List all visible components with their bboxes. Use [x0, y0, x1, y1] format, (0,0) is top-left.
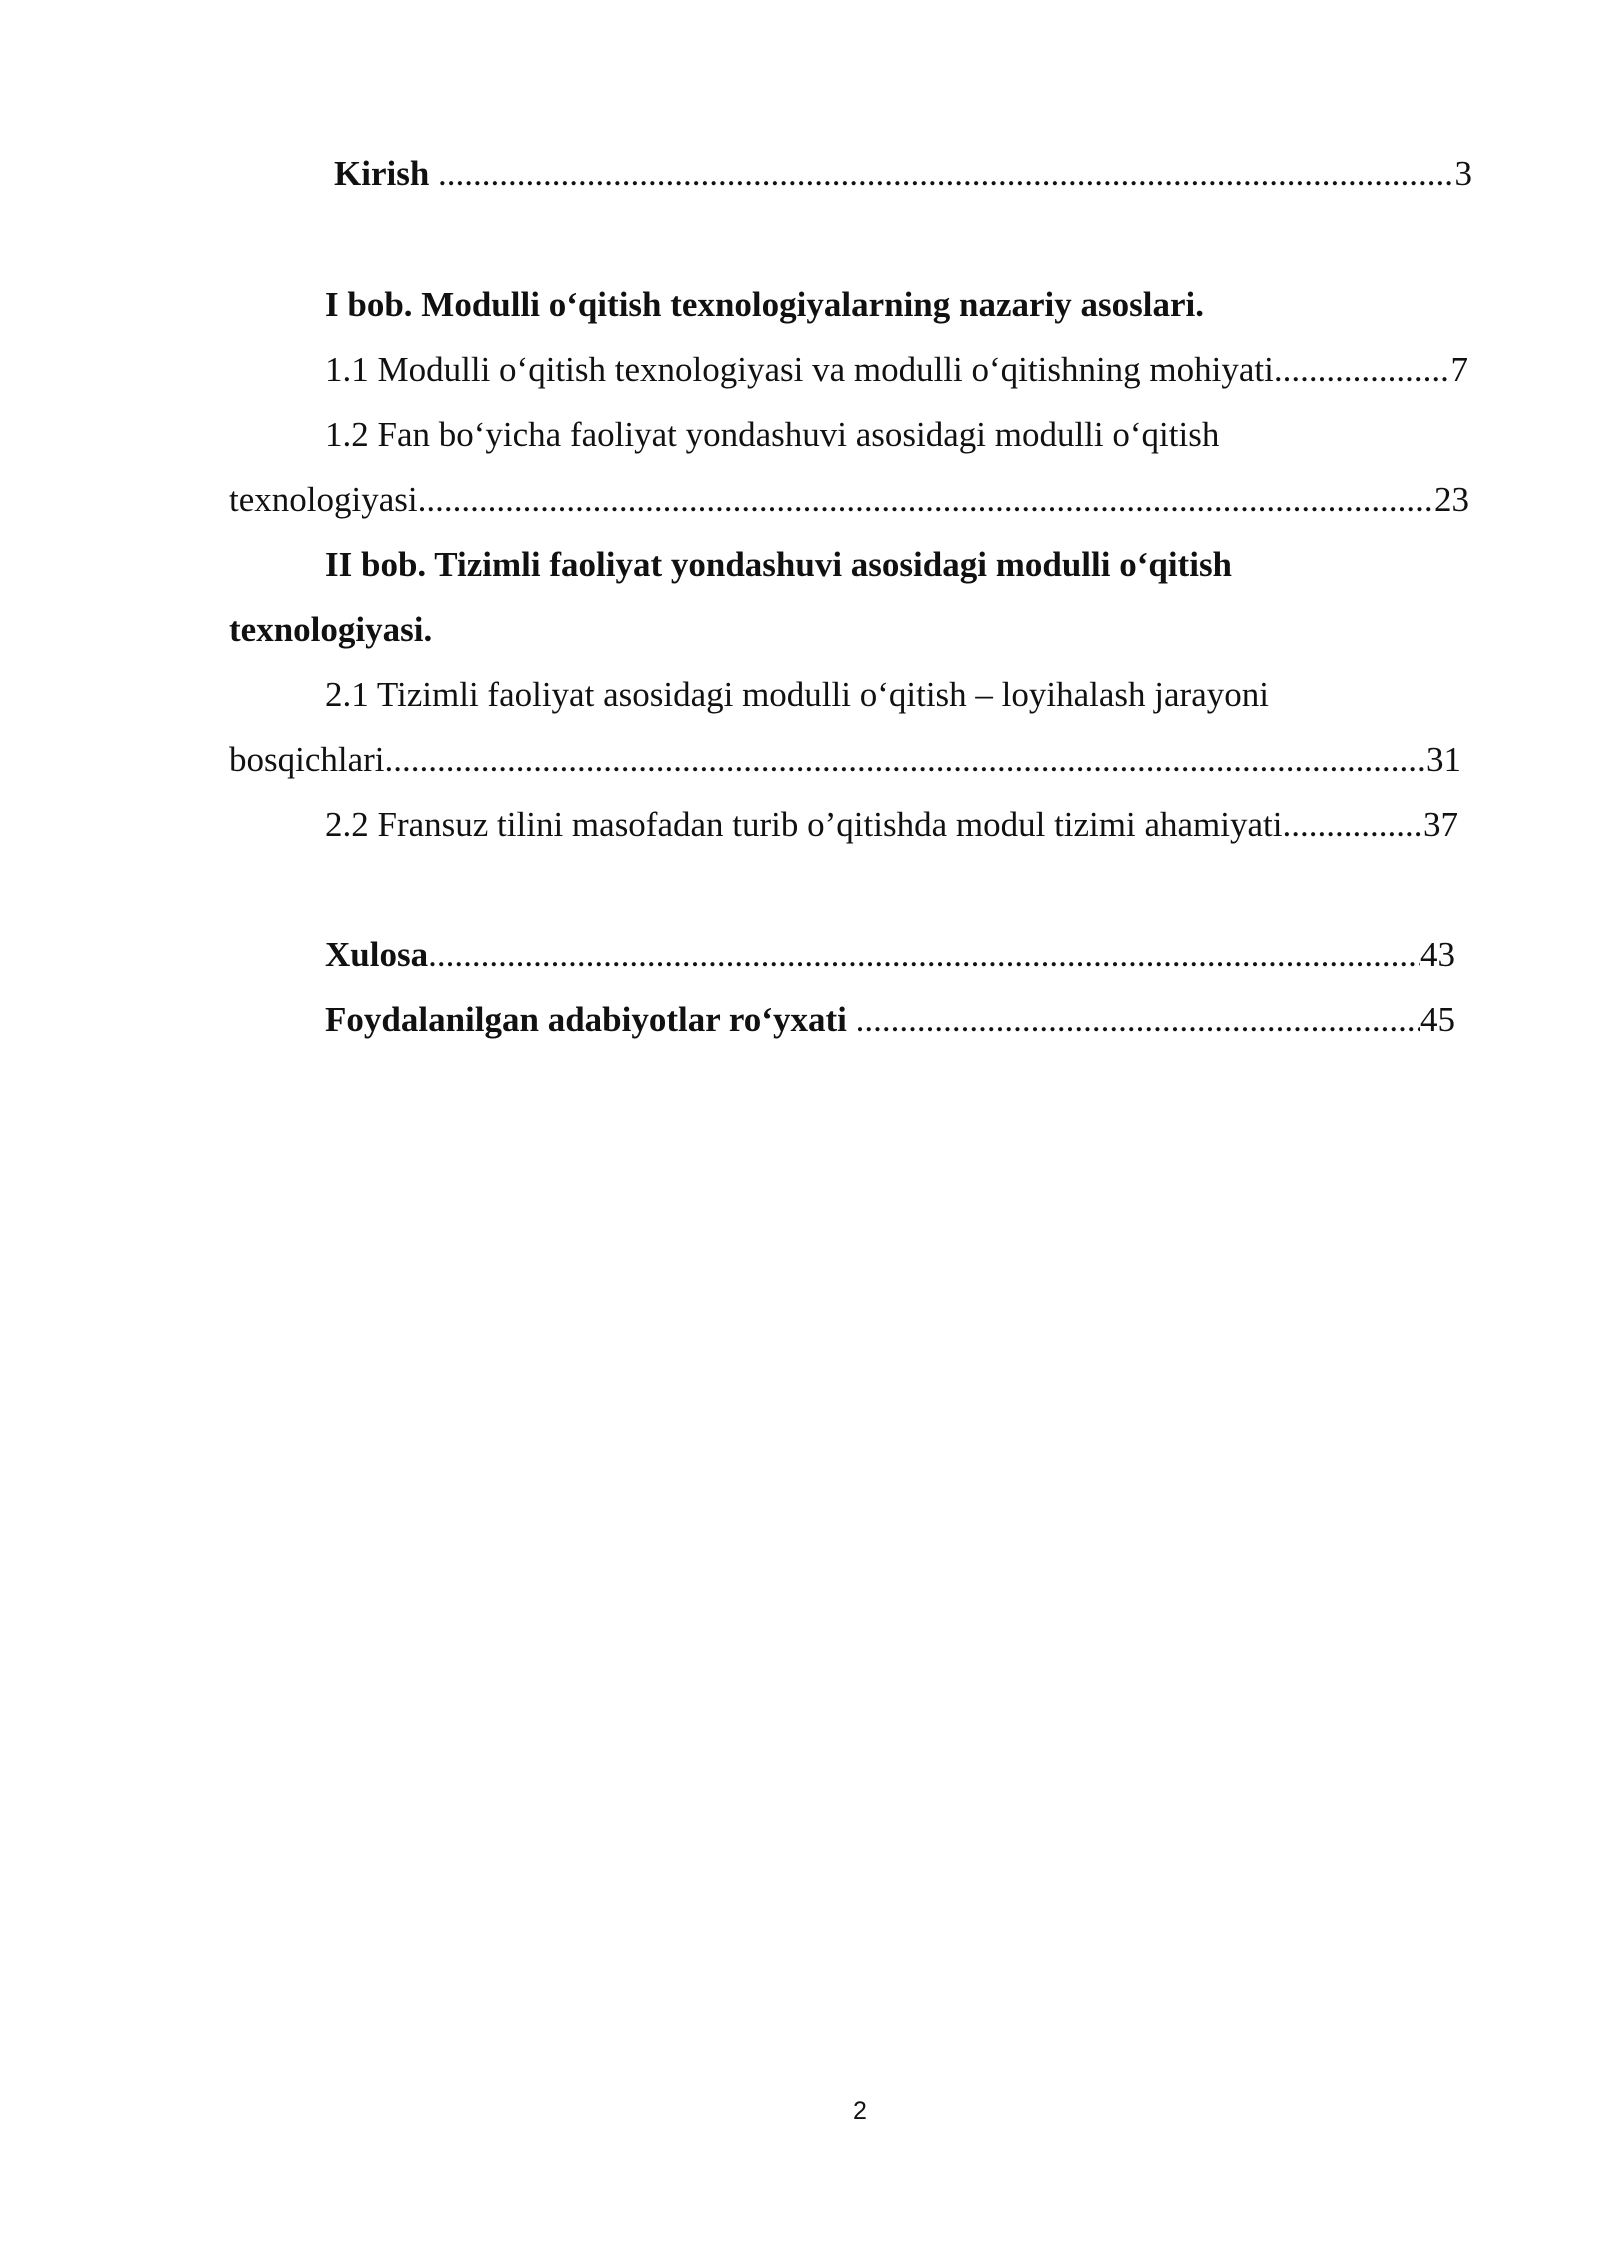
- toc-entry-section-2-1-line1: 2.1 Tizimli faoliyat asosidagi modulli o‘qitish – loyihalash jarayoni: [325, 675, 1269, 714]
- toc-entry-section-1-2: [229, 480, 1469, 520]
- toc-leader-dots: [428, 935, 1420, 975]
- toc-entry-label: Foydalanilgan adabiyotlar ro‘yxati: [325, 1000, 856, 1039]
- toc-entry-intro: [334, 154, 1472, 194]
- toc-chapter-2-title-line1: II bob. Tizimli faoliyat yondashuvi asosidagi modulli o‘qitish: [325, 545, 1233, 584]
- toc-entry-references: [325, 1000, 1455, 1040]
- toc-entry-label: Xulosa: [325, 935, 429, 974]
- toc-entry-conclusion: [325, 935, 1455, 975]
- toc-entry-label: Kirish: [334, 154, 430, 193]
- toc-page-number: 45: [1420, 1000, 1455, 1039]
- toc-leader-dots: [393, 740, 1426, 780]
- toc-entry-section-1-2-line1: 1.2 Fan bo‘yicha faoliyat yondashuvi asosidagi modulli o‘qitish: [325, 415, 1220, 454]
- toc-leader-dots: [438, 154, 1454, 194]
- toc-entry-label: texnologiyasi: [229, 480, 418, 519]
- page-number: 2: [853, 2097, 867, 2125]
- toc-leader-dots: [856, 1000, 1420, 1040]
- toc-chapter-1-title: I bob. Modulli o‘qitish texnologiyalarning nazariy asoslari.: [325, 285, 1204, 324]
- toc-chapter-2-title-line2: texnologiyasi.: [229, 610, 433, 649]
- toc-page-number: 7: [1450, 350, 1468, 389]
- toc-leader-dots: [1282, 805, 1423, 845]
- toc-entry-label: bosqichlari.: [229, 740, 394, 779]
- toc-leader-dots: [1274, 350, 1451, 390]
- toc-leader-dots: [418, 480, 1434, 520]
- toc-entry-section-1-1: [325, 350, 1468, 390]
- toc-page-number: 3: [1454, 154, 1472, 193]
- toc-page-number: 43: [1420, 935, 1455, 974]
- toc-entry-section-2-1: [229, 740, 1461, 780]
- toc-entry-section-2-2: [325, 805, 1458, 845]
- toc-page-number: 31: [1426, 740, 1461, 779]
- toc-page-number: 37: [1423, 805, 1458, 844]
- toc-page-number: 23: [1434, 480, 1469, 519]
- toc-entry-label: 1.1 Modulli o‘qitish texnologiyasi va modulli o‘qitishning mohiyati: [325, 350, 1274, 389]
- toc-entry-label: 2.2 Fransuz tilini masofadan turib o’qitishda modul tizimi ahamiyati: [325, 805, 1283, 844]
